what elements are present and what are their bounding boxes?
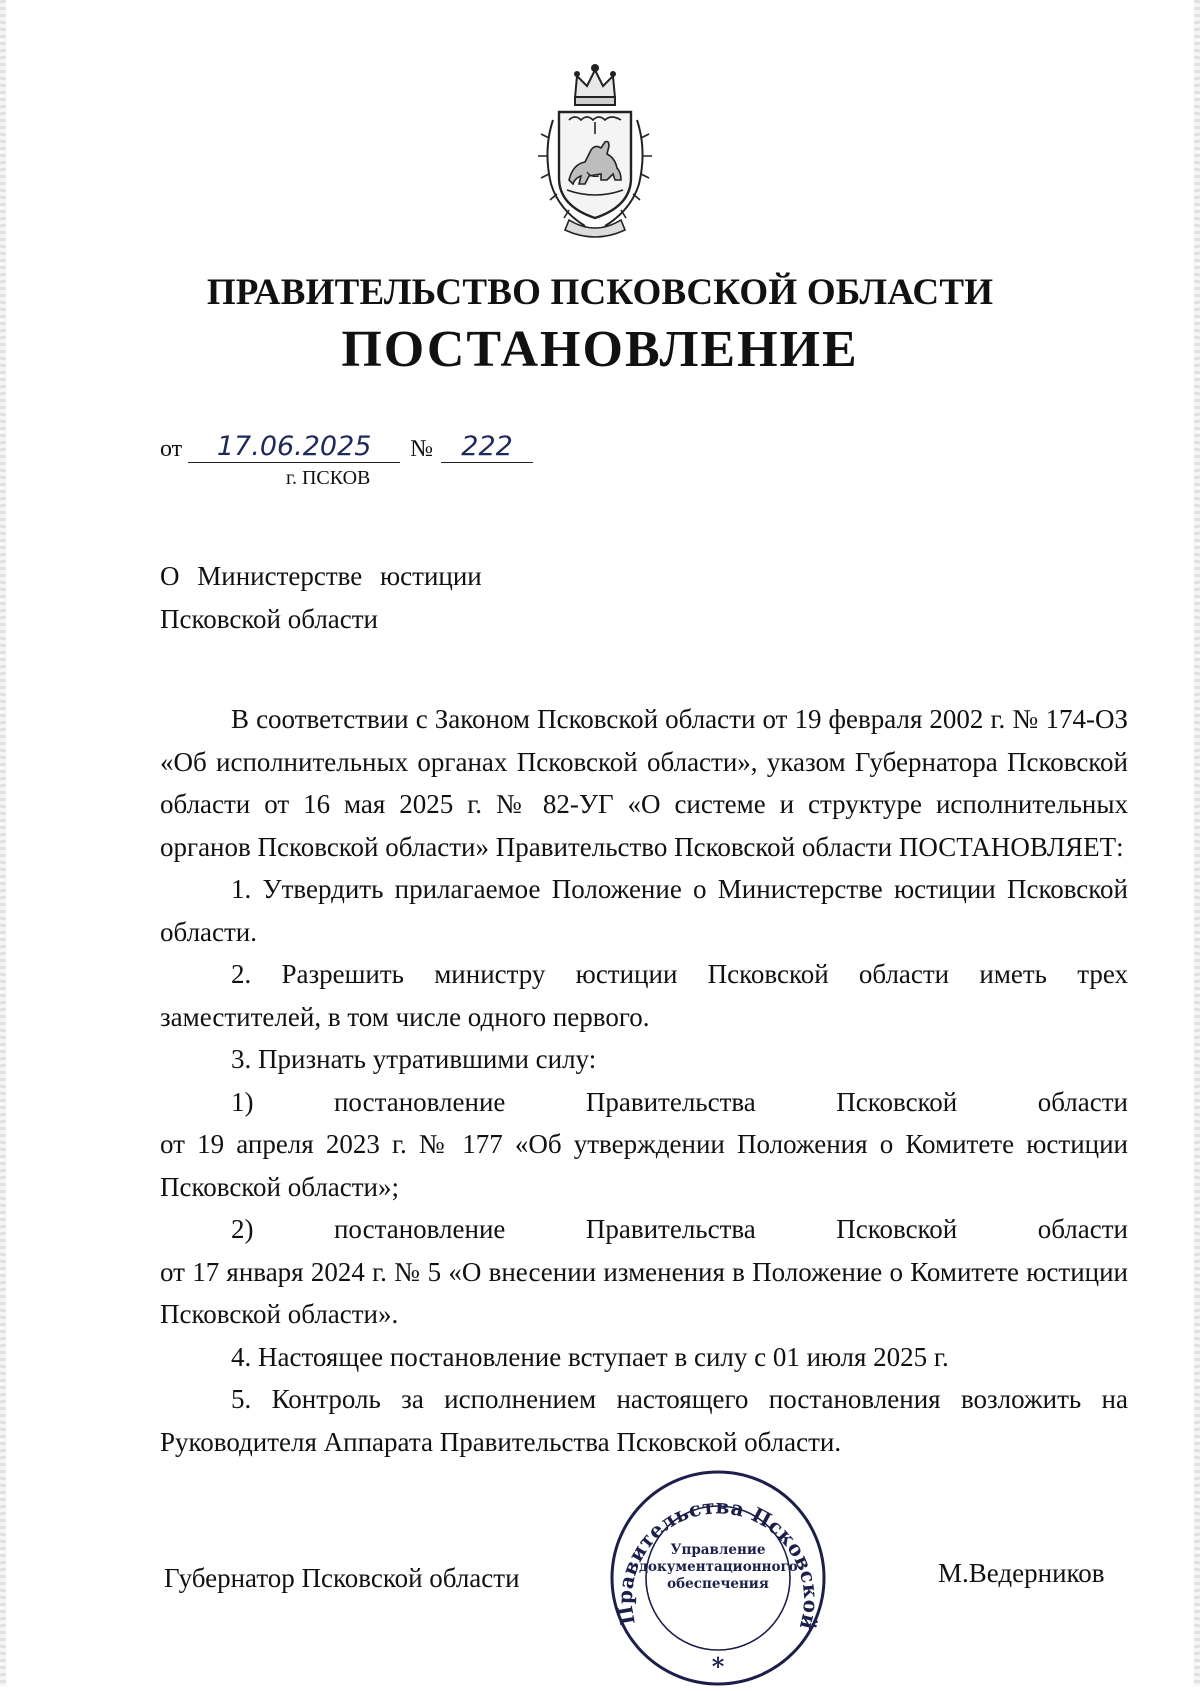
scan-edge-right [1194, 0, 1200, 1686]
stamp-star-icon: * [711, 1652, 725, 1681]
stamp-ring-text: Аппарат Правительства Псковской области [594, 1451, 824, 1633]
document-date: 17.06.2025 [188, 432, 400, 463]
official-stamp [594, 1451, 833, 1686]
stamp-line: документационного [639, 1559, 798, 1575]
coat-of-arms-emblem [529, 60, 661, 240]
document-number: 222 [441, 432, 533, 463]
subject-word: Министерстве [197, 561, 363, 591]
preamble-paragraph: В соответствии с Законом Псковской области от 19 февраля 2002 г. № 174-ОЗ «Об исполнительных органах Псковской области», указом Губернатора Псковской области от 16 мая 2025 г. № 82-УГ «О системе и структуре исполнительных органов Псковской области» Правительство Псковской области ПОСТАНОВЛЯЕТ: [160, 704, 1128, 862]
scan-edge-left [0, 0, 6, 1686]
document-type-heading: ПОСТАНОВЛЕНИЕ [341, 321, 859, 378]
stamp-center-text [639, 1542, 797, 1593]
clause-5: 5. Контроль за исполнением настоящего постановления возложить на Руководителя Аппарата Правительства Псковской области. [160, 1384, 1128, 1457]
clause-1: 1. Утвердить прилагаемое Положение о Министерстве юстиции Псковской области. [160, 874, 1128, 947]
subject-line-2: Псковской области [160, 604, 379, 634]
government-title: ПРАВИТЕЛЬСТВО ПСКОВСКОЙ ОБЛАСТИ [206, 272, 994, 313]
subject-line-1 [160, 555, 482, 598]
clause-3-1-first-line: 1) постановление Правительства Псковской области [231, 1086, 1128, 1117]
registration-line [160, 432, 533, 463]
subject-word: О [160, 561, 180, 591]
clause-3-2-first-line: 2) постановление Правительства Псковской области [231, 1214, 1128, 1244]
date-prefix: от [160, 436, 183, 462]
subject-word: юстиции [379, 561, 482, 591]
stamp-line: Управление [670, 1542, 766, 1558]
clause-3: 3. Признать утратившими силу: [231, 1044, 597, 1074]
document-body [160, 698, 1128, 1463]
document-subject [160, 555, 482, 641]
clause-3-2-rest: от 17 января 2024 г. № 5 «О внесении изменения в Положение о Комитете юстиции Псковской области». [160, 1256, 1128, 1329]
clause-2: 2. Разрешить министру юстиции Псковской области иметь трех заместителей, в том числе одного первого. [160, 959, 1128, 1032]
clause-4: 4. Настоящее постановление вступает в силу с 01 июля 2025 г. [231, 1341, 949, 1372]
clause-3-1-rest: от 19 апреля 2023 г. № 177 «Об утверждении Положения о Комитете юстиции Псковской области»; [160, 1129, 1128, 1202]
stamp-line: обеспечения [667, 1576, 769, 1592]
number-prefix: № [410, 436, 434, 462]
signatory-position: Губернатор Псковской области [164, 1563, 520, 1593]
city-label: г. ПСКОВ [286, 467, 371, 489]
signatory-name: М.Ведерников [938, 1558, 1105, 1588]
